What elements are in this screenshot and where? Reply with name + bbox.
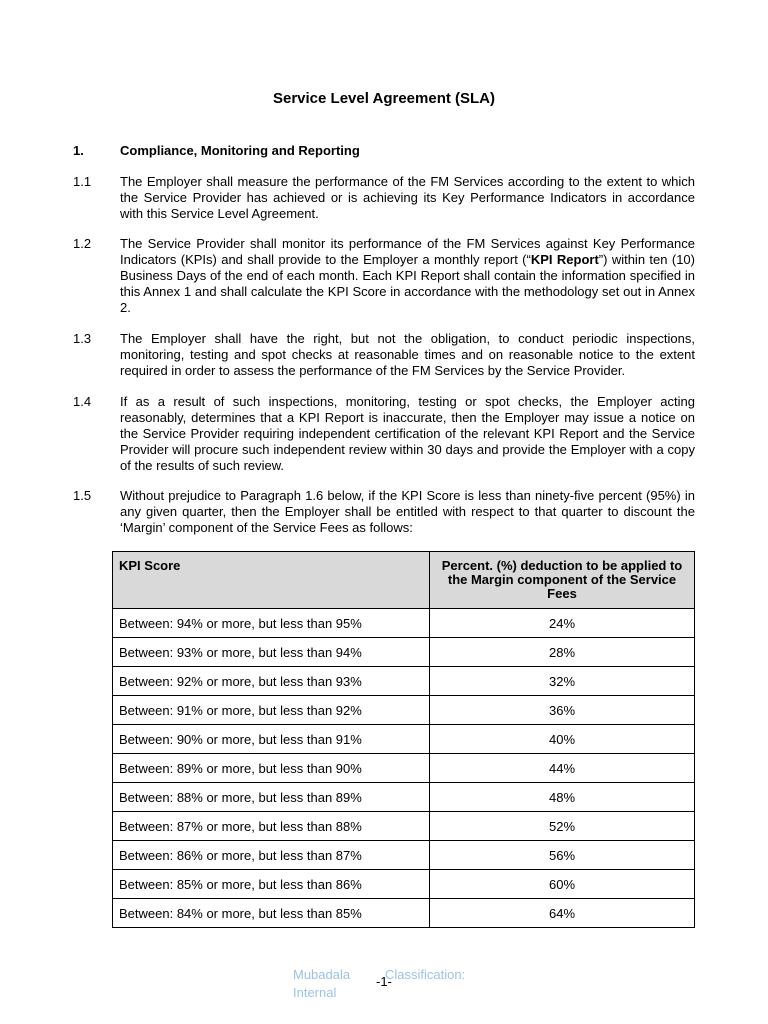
table-row xyxy=(113,638,695,667)
paragraph-text-part: ”) within ten (10) Business Days of the end of each month. Each KPI Report shall contain the information specified in this Annex 1 and shall calculate the KPI Score in accordance with the methodology set out in Annex 2. xyxy=(120,252,695,315)
paragraph-text: If as a result of such inspections, monitoring, testing or spot checks, the Employer acting reasonably, determines that a KPI Report is inaccurate, then the Employer may issue a notice on the Service Provider requiring independent certification of the relevant KPI Report and the Service Provider will procure such independent review within 30 days and provide the Employer with a copy of the results of such review. xyxy=(120,394,695,473)
table-row xyxy=(113,870,695,899)
kpi-score-cell: Between: 90% or more, but less than 91% xyxy=(113,725,430,754)
deduction-percent-cell: 28% xyxy=(430,638,695,667)
paragraph-1-4 xyxy=(73,394,695,474)
paragraph-number: 1.5 xyxy=(73,488,92,503)
kpi-score-cell: Between: 93% or more, but less than 94% xyxy=(113,638,430,667)
paragraph-1-5 xyxy=(73,488,695,536)
table-row xyxy=(113,812,695,841)
table-row xyxy=(113,609,695,638)
deduction-percent-cell: 60% xyxy=(430,870,695,899)
kpi-score-cell: Between: 86% or more, but less than 87% xyxy=(113,841,430,870)
section-title: Compliance, Monitoring and Reporting xyxy=(120,143,360,158)
paragraph-text: The Employer shall have the right, but not the obligation, to conduct periodic inspections, monitoring, testing and spot checks at reasonable times and on reasonable notice to the extent required in order to assess the performance of the FM Services by the Service Provider. xyxy=(120,331,695,378)
deduction-percent-cell: 56% xyxy=(430,841,695,870)
deduction-percent-cell: 32% xyxy=(430,667,695,696)
table-row xyxy=(113,841,695,870)
kpi-score-cell: Between: 92% or more, but less than 93% xyxy=(113,667,430,696)
kpi-score-cell: Between: 89% or more, but less than 90% xyxy=(113,754,430,783)
paragraph-1-2 xyxy=(73,236,695,316)
table-row xyxy=(113,754,695,783)
header-kpi-score: KPI Score xyxy=(113,552,430,609)
paragraph-1-1 xyxy=(73,174,695,222)
table-row xyxy=(113,899,695,928)
table-row xyxy=(113,725,695,754)
kpi-score-cell: Between: 91% or more, but less than 92% xyxy=(113,696,430,725)
paragraph-text xyxy=(120,236,695,316)
document-title: Service Level Agreement (SLA) xyxy=(272,90,496,107)
classification-label-left xyxy=(293,966,350,1002)
header-deduction-percent: Percent. (%) deduction to be applied to the Margin component of the Service Fees xyxy=(430,552,695,609)
paragraph-number: 1.4 xyxy=(73,394,92,409)
section-heading xyxy=(73,143,360,158)
paragraph-number: 1.3 xyxy=(73,331,92,346)
deduction-percent-cell: 48% xyxy=(430,783,695,812)
deduction-percent-cell: 52% xyxy=(430,812,695,841)
paragraph-number: 1.1 xyxy=(73,174,92,189)
paragraph-1-3 xyxy=(73,331,695,379)
deduction-percent-cell: 64% xyxy=(430,899,695,928)
classification-level: Internal xyxy=(293,985,337,1000)
table-row xyxy=(113,667,695,696)
section-number: 1. xyxy=(73,143,84,158)
paragraph-text: Without prejudice to Paragraph 1.6 below, if the KPI Score is less than ninety-five percent (95%) in any given quarter, then the Employer shall be entitled with respect to that quarter to discount the ‘Margin’ component of the Service Fees as follows: xyxy=(120,488,695,535)
page-number: -1- xyxy=(376,974,392,989)
kpi-score-cell: Between: 84% or more, but less than 85% xyxy=(113,899,430,928)
kpi-score-cell: Between: 94% or more, but less than 95% xyxy=(113,609,430,638)
kpi-score-cell: Between: 87% or more, but less than 88% xyxy=(113,812,430,841)
kpi-score-cell: Between: 88% or more, but less than 89% xyxy=(113,783,430,812)
table-row xyxy=(113,783,695,812)
table-row xyxy=(113,696,695,725)
classification-org: Mubadala xyxy=(293,967,351,982)
deduction-percent-cell: 40% xyxy=(430,725,695,754)
paragraph-number: 1.2 xyxy=(73,236,92,251)
kpi-score-cell: Between: 85% or more, but less than 86% xyxy=(113,870,430,899)
paragraph-text: The Employer shall measure the performance of the FM Services according to the extent to which the Service Provider has achieved or is achieving its Key Performance Indicators in accordance with this Service Level Agreement. xyxy=(120,174,695,221)
classification-label-right: Classification: xyxy=(385,967,466,982)
deduction-percent-cell: 36% xyxy=(430,696,695,725)
paragraph-text-part: The Service Provider shall monitor its performance of the FM Services against Key Performance Indicators (KPIs) and shall provide to the Employer a monthly report (“ xyxy=(120,236,695,267)
deduction-percent-cell: 44% xyxy=(430,754,695,783)
table-header-row xyxy=(113,552,695,609)
kpi-report-term: KPI Report xyxy=(530,252,599,267)
kpi-deduction-table xyxy=(112,551,695,928)
deduction-percent-cell: 24% xyxy=(430,609,695,638)
